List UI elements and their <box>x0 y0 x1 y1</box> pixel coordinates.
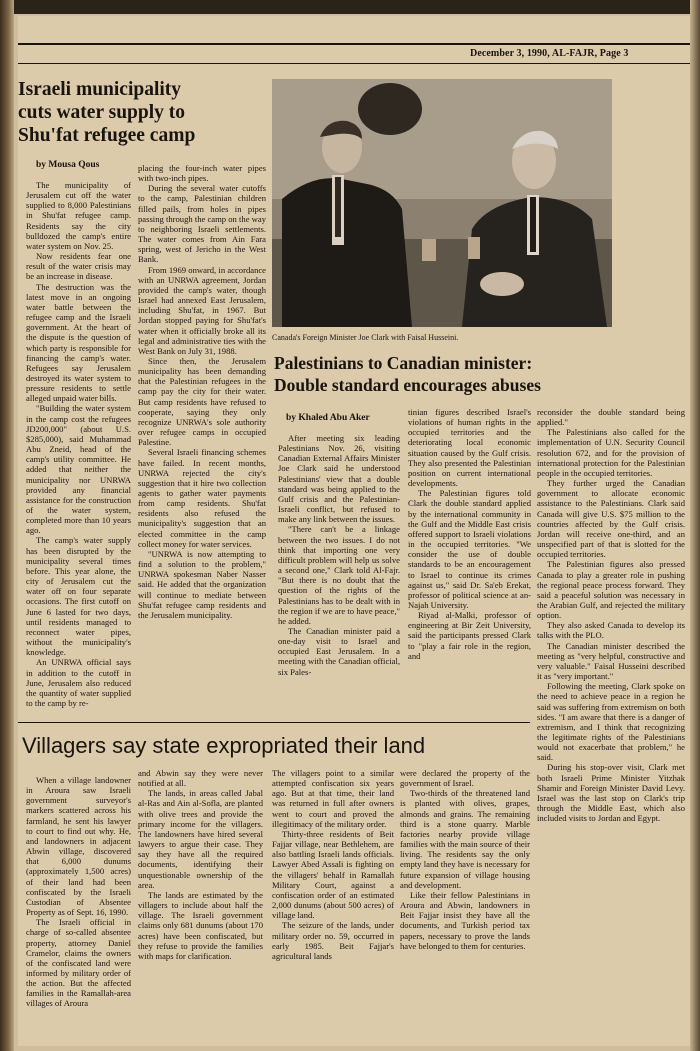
article-paragraph: From 1969 onward, in accordance with an UNRWA agreement, Jordan provided the camp's water, though Israel had annexed East Jerusalem, including Shu'fat, in 1967. But Jordan stopped paying for Shu'fat's water when it officially broke all its legal and administrative ties with the West Bank on July 31, 1988. <box>138 264 266 356</box>
article-paragraph: Riyad al-Malki, professor of engineering at Bir Zeit University, said the participants pressed Clark to "play a fair role in the region, and <box>408 610 531 661</box>
page-right-edge <box>690 0 700 1051</box>
article-paragraph: Several Israeli financing schemes have failed. In recent months, UNRWA rejected the city's suggestion that it hire two collection agents to gather water payments from camp residents. Shu'fat residents also refused the municipality's suggestion that an elected committee in the camp collect money for water services. <box>138 447 266 549</box>
article-paragraph: The Palestinian figures also pressed Canada to play a greater role in pushing the regional peace process forward. They said a peaceful solution was necessary in the Arabian Gulf, and rejected the military option. <box>537 559 685 621</box>
page-dateline: December 3, 1990, AL-FAJR, Page 3 <box>470 48 629 59</box>
article-paragraph: Now residents fear one result of the water crisis may be an increase in disease. <box>26 251 131 282</box>
article-paragraph: The destruction was the latest move in an ongoing water battle between the refugee camp and the Israeli government. At the heart of the dispute is the question of which party is responsible for financing the camp's water. Refugees say Jerusalem destroyed its water system to pressure residents to settle alleged unpaid water bills. <box>26 281 131 404</box>
story3-column-1 <box>26 775 131 1045</box>
story2-headline-line: Double standard encourages abuses <box>274 375 541 395</box>
article-paragraph: "Building the water system in the camp cost the refugees JD200,000" (about U.S. $285,000), said Muhammad Abu Zneid, head of the camp's utility committee. He added that neither the municipality nor UNRWA provided any financial assistance for the construction of the water system, completed more than 10 years ago. <box>26 403 131 536</box>
page-top-edge <box>0 0 700 14</box>
story1-byline: by Mousa Qous <box>36 160 100 170</box>
person-left-body <box>282 178 412 327</box>
article-paragraph: They also asked Canada to develop its talks with the PLO. <box>537 620 685 641</box>
article-paragraph: Two-thirds of the threatened land is planted with olives, grapes, almonds and grains. The remaining third is a stone quarry. Marble factories nearby provide village families with the main source of their living. The residents say the only empty land they have is necessary for future expansion of village housing and development. <box>400 788 530 890</box>
story3-headline: Villagers say state expropriated their land <box>22 733 426 758</box>
article-paragraph: Like their fellow Palestinians in Aroura and Abwin, landowners in Beit Fajjar insist they have all the documents, and Turkish period tax papers, necessary to prove the lands have belonged to them for centuries. <box>400 889 530 951</box>
story1-column-2 <box>138 163 266 720</box>
news-photo-image <box>272 79 612 327</box>
article-paragraph: and Abwin say they were never notified at all. <box>138 768 263 789</box>
article-paragraph: The Canadian minister paid a one-day visit to Israel and occupied East Jerusalem. In a meeting with the Canadian official, six Pales- <box>278 625 400 677</box>
article-paragraph: "UNRWA is now attempting to find a solution to the problem," UNRWA spokesman Naber Nasser said. He added that the organization will continue to mediate between Shu'fat refugee camp residents and the Jerusalem municipality. <box>138 548 266 620</box>
article-paragraph: The lands, in areas called Jabal al-Ras and Ain al-Sofla, are planted with olive trees and provide the primary income for the villagers. The landowners have hired several lawyers to argue their case. They say they have all the required documents, identifying their unquestionable ownership of the area. <box>138 788 263 890</box>
story3-rule <box>18 722 530 723</box>
story3-column-3 <box>272 768 394 1045</box>
article-paragraph: Thirty-three residents of Beit Fajjar village, near Bethlehem, are also battling Israeli lands officials. Lawyer Abed Assali is fighting on the villagers' behalf in Ramallah Military Court, against a confiscation order of an estimated 2,000 dunums (about 500 acres) of village land. <box>272 828 394 921</box>
glass-right <box>468 237 480 259</box>
article-paragraph: Since then, the Jerusalem municipality has been demanding that the Palestinian refugees in the camp pay the city for their water. But camp residents have refused to cooperate, saying they only recognize UNRWA's sole authority over refugee camps in occupied Palestine. <box>138 355 266 448</box>
story2-byline: by Khaled Abu Aker <box>286 413 370 423</box>
story2-column-2 <box>408 407 531 717</box>
lamp-shade <box>358 83 422 135</box>
photo-caption: Canada's Foreign Minister Joe Clark with Faisal Husseini. <box>272 333 459 342</box>
article-paragraph: An UNRWA official says in addition to the cutoff in June, Jerusalem also reduced the quantity of water supplied to the camp by re- <box>26 657 131 708</box>
article-paragraph: During his stop-over visit, Clark met both Israeli Prime Minister Yitzhak Shamir and Foreign Minister David Levy. Israel was the last stop on Clark's trip through the Middle East, which also included visits to Jordan and Egypt. <box>537 762 685 824</box>
article-paragraph: The municipality of Jerusalem cut off the water supplied to 8,000 Palestinians in Shu'fat refugee camp. Residents say the city bulldozed the camp's entire water system on Nov. 25. <box>26 180 131 251</box>
story1-headline-line: Shu'fat refugee camp <box>18 125 196 146</box>
article-paragraph: The Canadian minister described the meeting as "very helpful, constructive and very valuable." Faisal Husseini described it as "very important." <box>537 640 685 682</box>
article-paragraph: The Palestinian figures told Clark the double standard applied by the international community in the Gulf and the Middle East crisis offered support to Israeli violations in the occupied territories. "We consider the use of double standards to be an encouragement to Israel to continue its crimes against us," said Dr. Sa'eb Erekat, professor of political science at an-Najah University. <box>408 488 531 610</box>
story2-column-1 <box>278 433 400 717</box>
story3-column-2 <box>138 768 263 1045</box>
article-paragraph: They further urged the Canadian government to allocate economic assistance to the Palestinians. Clark said Canada will give U.S. $75 million to the countries affected by the Gulf crisis. Jordan will receive one-third, and an unspecified part of that is slotted for the occupied territories. <box>537 478 685 560</box>
article-paragraph: "There can't be a linkage between the two issues. I do not think that importing one very difficult problem will help us solve a second one," Clark told Al-Fajr. "But there is no doubt that the question of the rights of the Palestinians has to be dealt with in the region if we are to have peace," he added. <box>278 524 400 626</box>
news-photo <box>272 79 612 327</box>
story1-headline-line: cuts water supply to <box>18 102 186 123</box>
article-paragraph: During the several water cutoffs to the camp, Palestinian children filled pails, from holes in pipes passing through the camp on the way to neighboring Israeli settlements. The water comes from Ain Fara spring, west of Jericho in the West Bank. <box>138 183 266 265</box>
article-paragraph: When a village landowner in Aroura saw Israeli government surveyor's markers scattered across his farmland, he sent his lawyer to court to find out why. He, and landowners in adjacent Abwin village, discovered that 6,000 dunums (approximately 1,500 acres) of their land had been confiscated by the Israeli Custodian of Absentee Property as of Sept. 16, 1990. <box>26 775 131 918</box>
article-paragraph: The lands are estimated by the villagers to include about half the village. The Israeli government claims only 681 dunums (about 170 acres) have been confiscated, but they refuse to provide the families with maps for clarification. <box>138 889 263 961</box>
story1-headline-line: Israeli municipality <box>18 79 182 100</box>
article-paragraph: Following the meeting, Clark spoke on the need to achieve peace in a region he said was suffering from extremism on both sides. "I am aware that there is a danger of extremism, and I think that recognizing the legitimate rights of the Palestinians would not exacerbate that problem," he said. <box>537 681 685 763</box>
header-rule-bottom <box>18 63 690 64</box>
article-paragraph: The Israeli official in charge of so-called absentee property, attorney Daniel Cramelor, claims the owners of the confiscated land were informed by military order of the action. But the affected families in the Ramallah-area villages of Aroura <box>26 917 131 1009</box>
story2-column-3 <box>537 407 685 1051</box>
article-paragraph: The villagers point to a similar attempted confiscation six years ago. But at that time, their land was returned in full after owners went to court and proved the illegitimacy of the military order. <box>272 768 394 829</box>
article-paragraph: were declared the property of the government of Israel. <box>400 768 530 789</box>
article-paragraph: The camp's water supply has been disrupted by the municipality several times before. This year alone, the city of Jerusalem cut the water off on four separate occasions. The first cutoff on June 6 lasted for two days, until residents managed to reconnect water pipes, without the municipality's knowledge. <box>26 535 131 658</box>
story1-column-1 <box>26 180 131 720</box>
article-paragraph: reconsider the double standard being applied." <box>537 407 685 428</box>
story2-headline <box>274 352 686 396</box>
article-paragraph: The Palestinians also called for the implementation of U.N. Security Council resolution 672, and for the provision of international protection for the Palestinian people in the occupied territories. <box>537 427 685 478</box>
story1-headline <box>18 78 268 147</box>
article-paragraph: The seizure of the lands, under military order no. 59, occurred in early 1985. Beit Fajjar's agricultural lands <box>272 920 394 961</box>
header-rule-top <box>18 43 690 45</box>
article-paragraph: tinian figures described Israel's violations of human rights in the occupied territories and the deteriorating local economic situation caused by the Gulf crisis. They also presented the Palestinian position on current international developments. <box>408 407 531 489</box>
glass-left <box>422 239 436 261</box>
article-paragraph: placing the four-inch water pipes with two-inch pipes. <box>138 163 266 184</box>
article-paragraph: After meeting six leading Palestinians Nov. 26, visiting Canadian External Affairs Minister Joe Clark said he understood Palestinians' view that a double standard was being applied to the Gulf crisis and the Palestinian-Israeli conflict, but refused to make any link between the issues. <box>278 433 400 525</box>
story3-column-4 <box>400 768 530 1045</box>
page-binding <box>0 0 14 1051</box>
story2-headline-line: Palestinians to Canadian minister: <box>274 353 533 373</box>
